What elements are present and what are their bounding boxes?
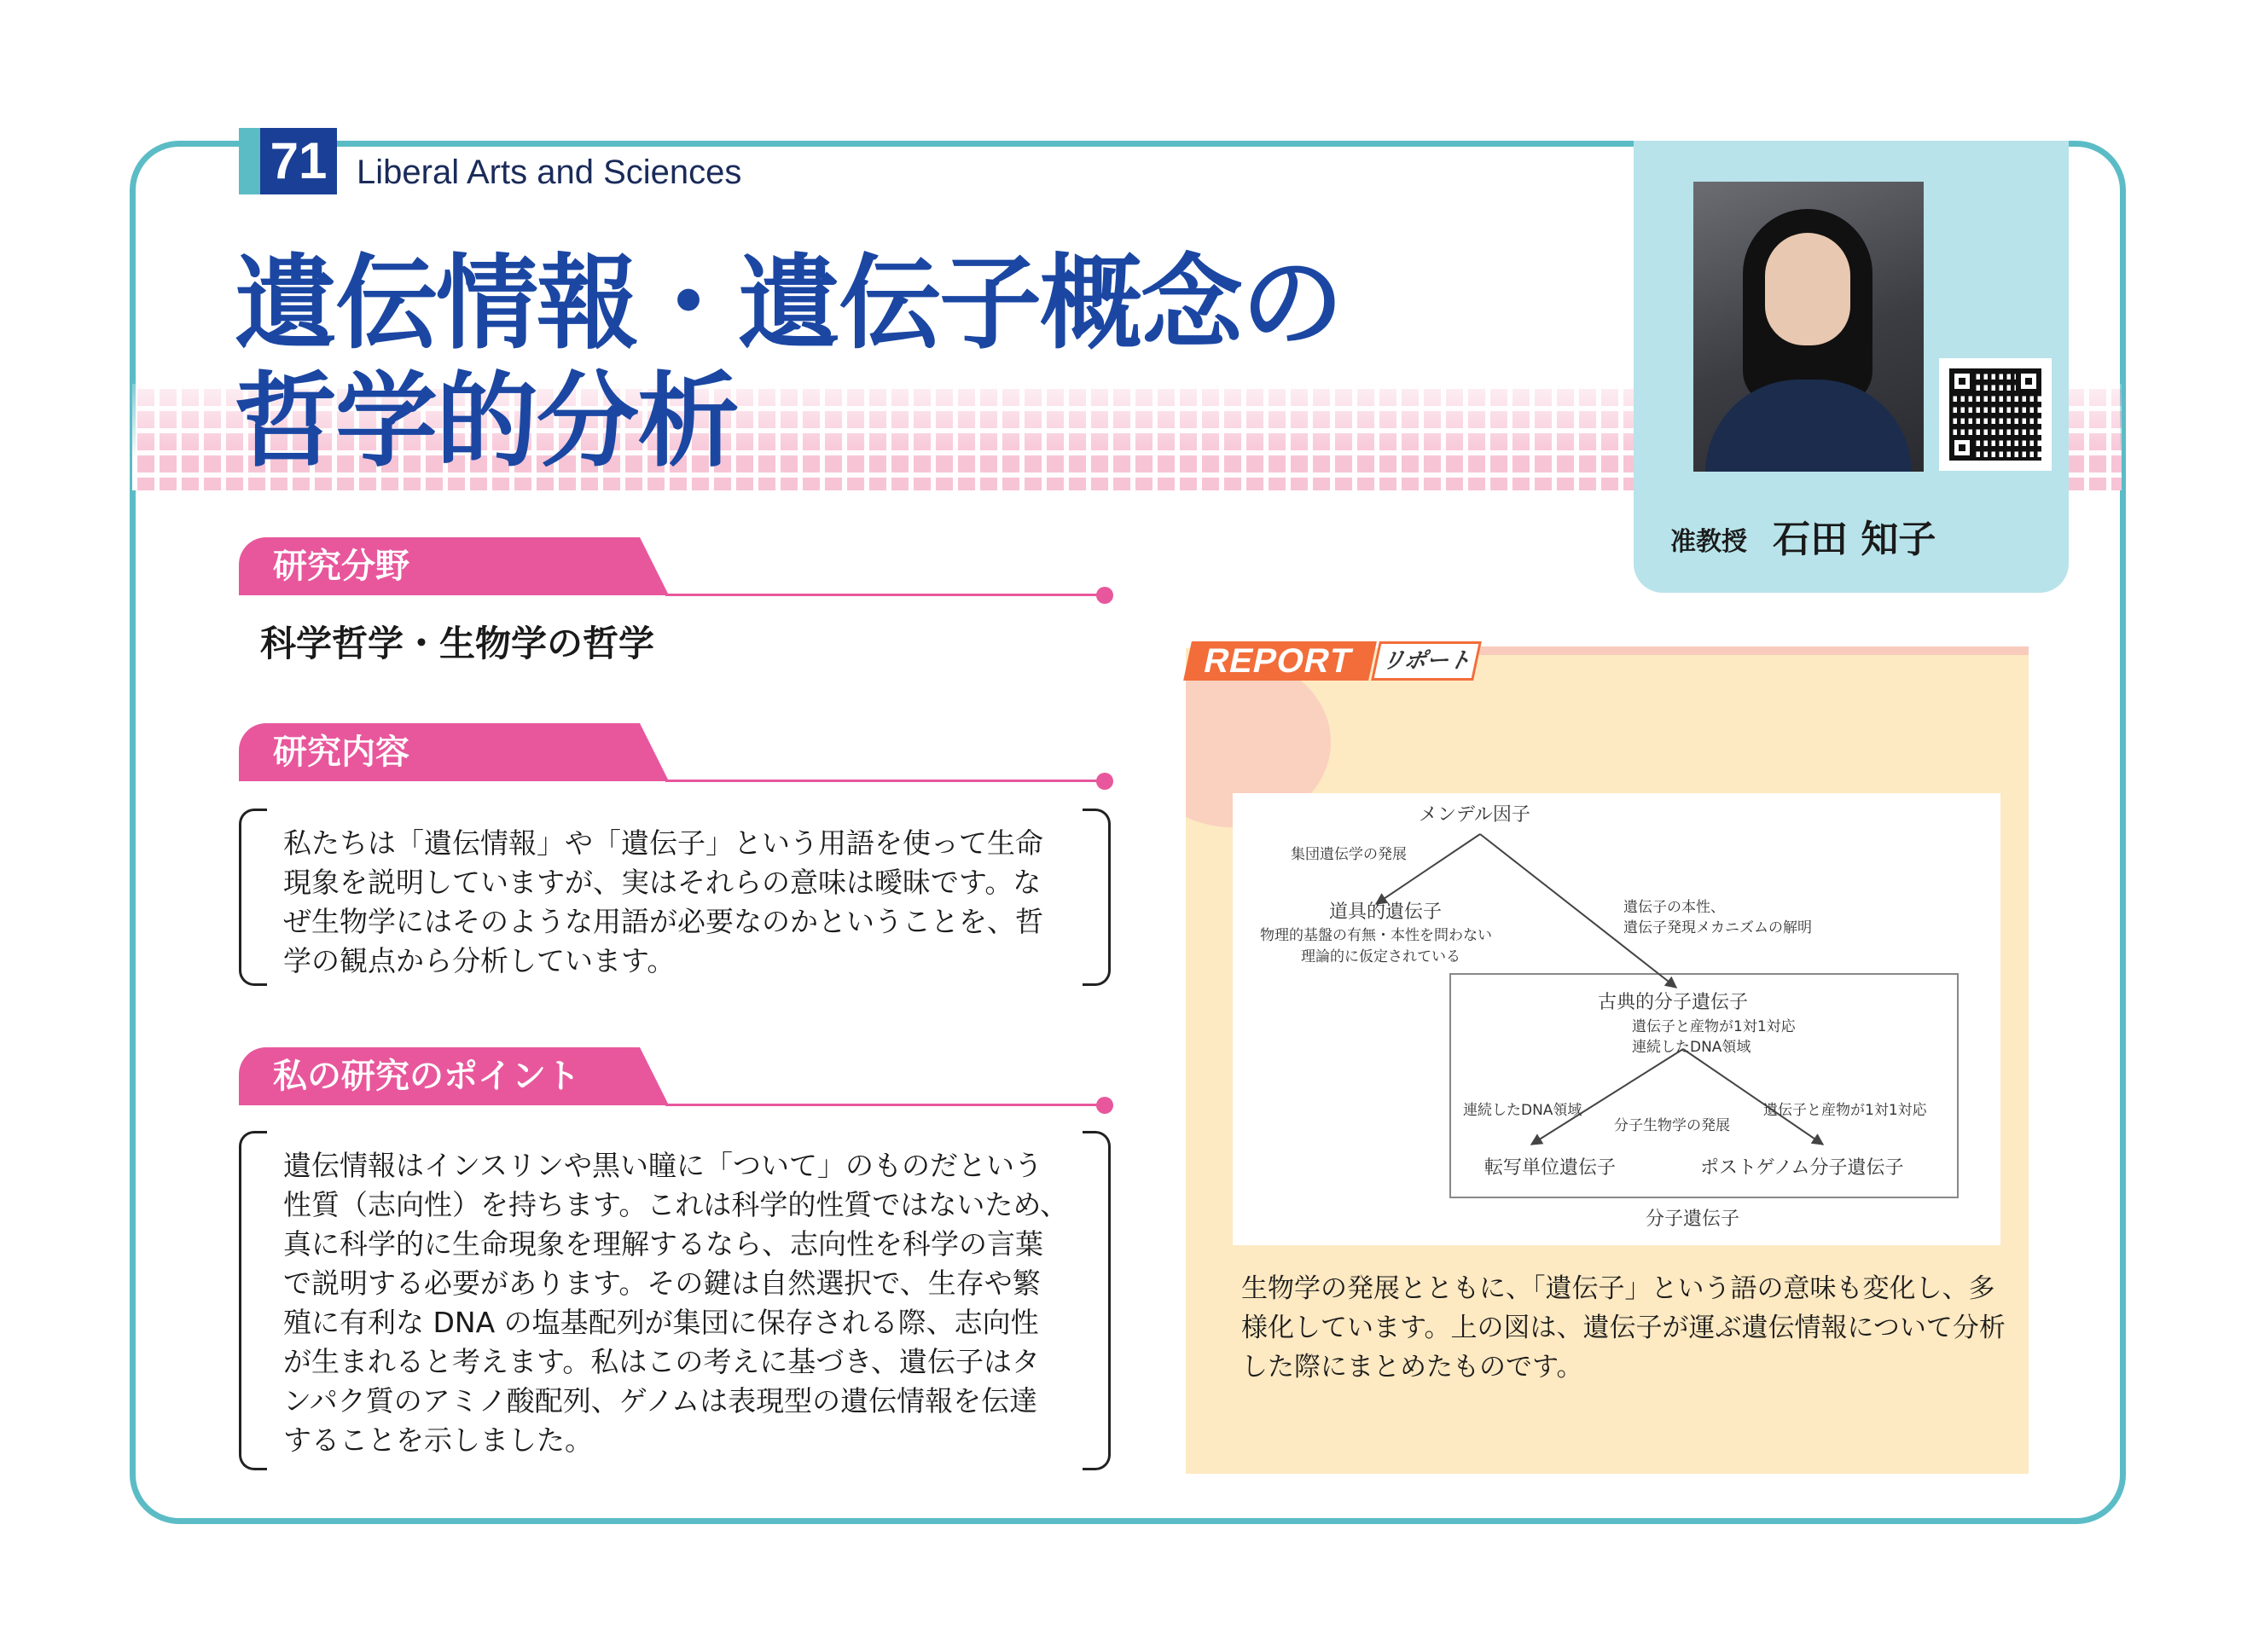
section-rule (665, 594, 1105, 596)
report-label: REPORT (1183, 641, 1376, 681)
edge-label-molecular-biology: 分子生物学の発展 (1614, 1117, 1730, 1134)
node-postgenome: ポストゲノム分子遺伝子 (1700, 1157, 1904, 1179)
points-line: ンパク質のアミノ酸配列、ゲノムは表現型の遺伝情報を伝達 (283, 1384, 1038, 1417)
points-line: 殖に有利な DNA の塩基配列が集団に保存される際、志向性 (283, 1306, 1039, 1339)
section-heading-content: 研究内容 (239, 723, 640, 781)
section-rule-dot (1096, 773, 1113, 790)
content-text (283, 824, 1077, 981)
points-line: 真に科学的に生命現象を理解するなら、志向性を科学の言葉 (283, 1227, 1043, 1261)
caption-line: 様化しています。上の図は、遺伝子が運ぶ遺伝情報について分析 (1241, 1313, 2006, 1343)
section-rule (665, 780, 1105, 782)
series-label: Liberal Arts and Sciences (357, 154, 742, 191)
content-line: 私たちは「遺伝情報」や「遺伝子」という用語を使って生命 (283, 826, 1043, 860)
edge-label-continuous: 連続したDNA領域 (1463, 1102, 1582, 1119)
section-heading-field: 研究分野 (239, 537, 640, 595)
node-mendel: メンデル因子 (1419, 804, 1530, 826)
title-line-1: 遺伝情報・遺伝子概念の (235, 245, 1342, 363)
points-box (239, 1131, 1111, 1470)
section-rule-dot (1096, 587, 1113, 604)
caption-line: した際にまとめたものです。 (1241, 1352, 1583, 1382)
points-line: することを示しました。 (283, 1423, 593, 1457)
edge-label-one-to-one: 遺伝子と産物が1対1対応 (1763, 1102, 1927, 1119)
professor-role: 准教授 (1670, 527, 1747, 557)
instrumental-note-1: 物理的基盤の有無・本性を問わない (1260, 927, 1492, 944)
section-heading-points: 私の研究のポイント (239, 1047, 640, 1105)
professor-photo (1693, 182, 1924, 472)
points-line: が生まれると考えます。私はこの考えに基づき、遺伝子はタ (283, 1345, 1041, 1378)
points-line: 遺伝情報はインスリンや黒い瞳に「ついて」のものだという (283, 1149, 1043, 1182)
points-line: で説明する必要があります。その鍵は自然選択で、生存や繁 (283, 1267, 1041, 1300)
edge-label-nature-1: 遺伝子の本性、 (1623, 899, 1725, 916)
points-line: 性質（志向性）を持ちます。これは科学的性質ではないため、 (283, 1188, 1069, 1221)
content-line: 学の観点から分析しています。 (283, 944, 676, 977)
page-title (235, 246, 1342, 481)
edge-label-population: 集団遺伝学の発展 (1291, 846, 1407, 863)
classical-note-2: 連続したDNA領域 (1632, 1039, 1751, 1056)
report-top-rule (1476, 646, 2029, 655)
page-number: 71 (260, 128, 337, 194)
node-transcription: 転写単位遺伝子 (1484, 1157, 1617, 1179)
classical-note-1: 遺伝子と産物が1対1対応 (1632, 1018, 1796, 1035)
edge-label-nature-2: 遺伝子発現メカニズムの解明 (1623, 919, 1812, 936)
content-line: ぜ生物学にはそのような用語が必要なのかということを、哲 (283, 905, 1043, 938)
qr-code[interactable] (1939, 358, 2052, 471)
points-text (283, 1146, 1077, 1460)
section-rule-dot (1096, 1097, 1113, 1114)
research-field-text: 科学哲学・生物学の哲学 (260, 623, 655, 664)
instrumental-note-2: 理論的に仮定されている (1301, 948, 1460, 965)
content-box (239, 809, 1111, 986)
report-caption (1241, 1269, 2009, 1387)
professor-name: 石田 知子 (1773, 518, 1936, 561)
node-classical: 古典的分子遺伝子 (1598, 992, 1749, 1013)
gene-concept-diagram (1233, 793, 2000, 1245)
node-instrumental: 道具的遺伝子 (1329, 901, 1443, 923)
title-line-2: 哲学的分析 (235, 362, 738, 481)
section-rule (665, 1104, 1105, 1106)
caption-line: 生物学の発展とともに、「遺伝子」という語の意味も変化し、多 (1241, 1273, 1995, 1304)
report-sublabel: リポート (1371, 641, 1482, 681)
content-line: 現象を説明していますが、実はそれらの意味は曖昧です。な (283, 866, 1042, 899)
node-molecular: 分子遺伝子 (1646, 1209, 1740, 1230)
